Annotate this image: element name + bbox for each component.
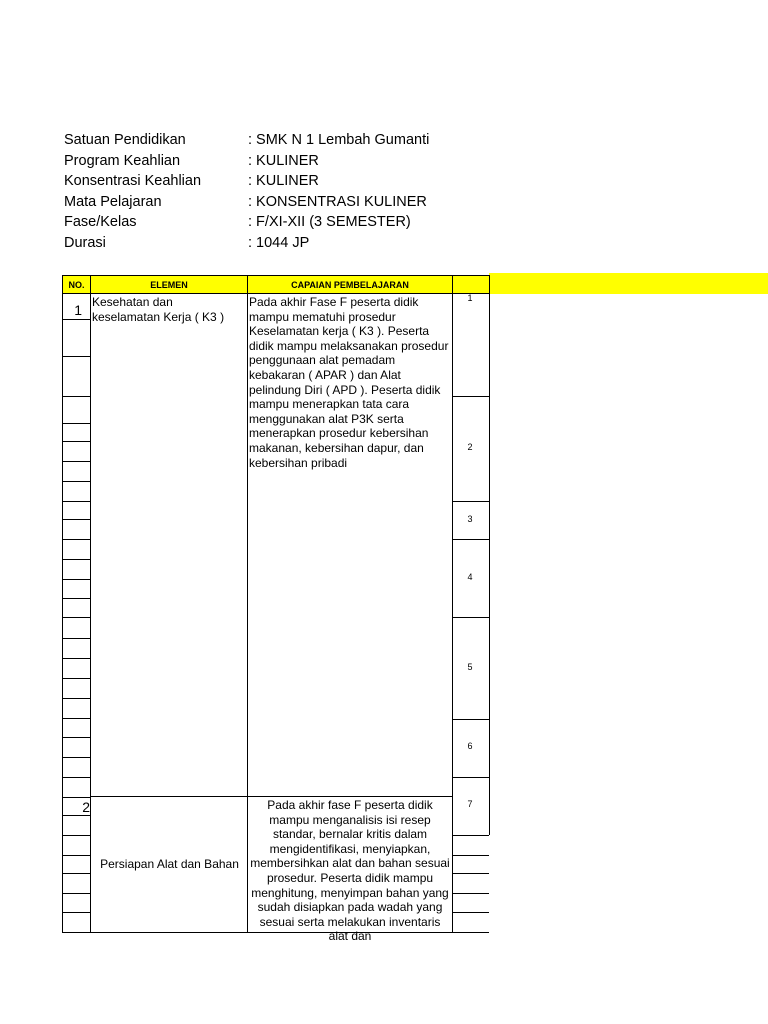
table-rule <box>62 441 90 442</box>
table-rule <box>62 797 90 798</box>
identity-label: Durasi <box>64 234 106 251</box>
table-rule <box>62 559 90 560</box>
table-rule <box>62 873 90 874</box>
table-rule <box>452 835 489 836</box>
table-rule <box>62 777 90 778</box>
table-rule <box>62 519 90 520</box>
table-rule <box>62 638 90 639</box>
identity-row <box>64 130 429 151</box>
identity-label: Mata Pelajaran <box>64 193 162 210</box>
tp-number: 6 <box>467 741 473 751</box>
table-rule <box>452 912 489 913</box>
elemen-cell: Kesehatan dan keselamatan Kerja ( K3 ) <box>92 295 225 324</box>
table-rule <box>452 719 489 720</box>
table-rule <box>62 835 90 836</box>
tp-number: 7 <box>467 799 473 809</box>
table-rule <box>452 855 489 856</box>
table-rule <box>62 718 90 719</box>
identity-value: : SMK N 1 Lembah Gumanti <box>248 132 430 148</box>
table-rule <box>62 698 90 699</box>
tp-number: 4 <box>467 572 473 582</box>
identity-label: Satuan Pendidikan <box>64 132 186 148</box>
table-rule <box>452 539 489 540</box>
header-highlight-band <box>489 273 768 294</box>
identity-value: : 1044 JP <box>248 234 310 251</box>
elemen-cell: Persiapan Alat dan Bahan <box>100 857 239 871</box>
tp-number: 5 <box>467 662 473 672</box>
table-rule <box>90 293 91 933</box>
table-rule <box>62 319 90 320</box>
table-rule <box>62 293 63 933</box>
tp-number: 1 <box>467 293 473 303</box>
identity-block <box>64 130 429 253</box>
header-no: NO. <box>62 275 91 294</box>
table-rule <box>62 598 90 599</box>
identity-value: : KONSENTRASI KULINER <box>248 193 427 210</box>
identity-row <box>64 233 429 254</box>
header-capaian: CAPAIAN PEMBELAJARAN <box>247 275 453 294</box>
identity-row <box>64 212 429 233</box>
header-elemen: ELEMEN <box>90 275 248 294</box>
table-rule <box>62 658 90 659</box>
table-rule <box>62 579 90 580</box>
table-rule <box>62 481 90 482</box>
table-rule <box>489 293 490 835</box>
identity-row <box>64 151 429 172</box>
table-rule <box>62 912 90 913</box>
table-rule <box>62 617 90 618</box>
identity-value: : KULINER <box>248 152 319 169</box>
table-rule <box>62 678 90 679</box>
table-rule <box>452 893 489 894</box>
identity-label: Konsentrasi Keahlian <box>64 173 202 189</box>
row-number: 1 <box>74 302 82 318</box>
capaian-cell: Pada akhir fase F peserta didik mampu menganalisis isi resep standar, bernalar kritis dalam mengidentifikasi, menyiapkan, membersihkan alat dan bahan sesuai prosedur. Peserta didik mampu menghitung, menyimpan bahan yang sudah disiapkan pada wadah yang sesuai serta melakukan inventaris alat dan <box>250 798 450 943</box>
capaian-cell: Pada akhir Fase F peserta didik mampu mematuhi prosedur Keselamatan kerja ( K3 ). Peserta didik mampu melaksanakan prosedur penggunaan alat pemadam kebakaran ( APAR ) dan Alat pelindung Diri ( APD ). Peserta didik mampu menerapkan tata cara menggunakan alat P3K serta menerapkan prosedur kebersihan makanan, kebersihan dapur, dan kebersihan pribadi <box>249 295 449 470</box>
table-rule <box>62 757 90 758</box>
table-rule <box>62 423 90 424</box>
capaian-cell-clip <box>248 798 452 943</box>
table-rule <box>452 293 453 933</box>
identity-label: Fase/Kelas <box>64 214 137 230</box>
table-rule <box>62 855 90 856</box>
table-rule <box>452 617 489 618</box>
table-rule <box>452 873 489 874</box>
table-rule <box>62 356 90 357</box>
header-tp <box>452 275 490 294</box>
table-rule <box>62 461 90 462</box>
identity-row <box>64 192 429 213</box>
table-rule <box>452 501 489 502</box>
table-rule <box>62 815 90 816</box>
identity-label: Program Keahlian <box>64 152 181 169</box>
table-rule <box>452 777 489 778</box>
table-rule <box>452 396 489 397</box>
table-rule <box>62 737 90 738</box>
identity-row <box>64 171 429 192</box>
tp-number: 3 <box>467 514 473 524</box>
identity-value: : KULINER <box>248 173 319 189</box>
table-rule <box>62 539 90 540</box>
table-rule <box>62 893 90 894</box>
tp-number: 2 <box>467 442 473 452</box>
table-rule <box>62 396 90 397</box>
table-rule <box>90 796 452 797</box>
table-rule <box>62 501 90 502</box>
row-number: 2 <box>82 799 90 815</box>
identity-value: : F/XI-XII (3 SEMESTER) <box>248 214 411 230</box>
